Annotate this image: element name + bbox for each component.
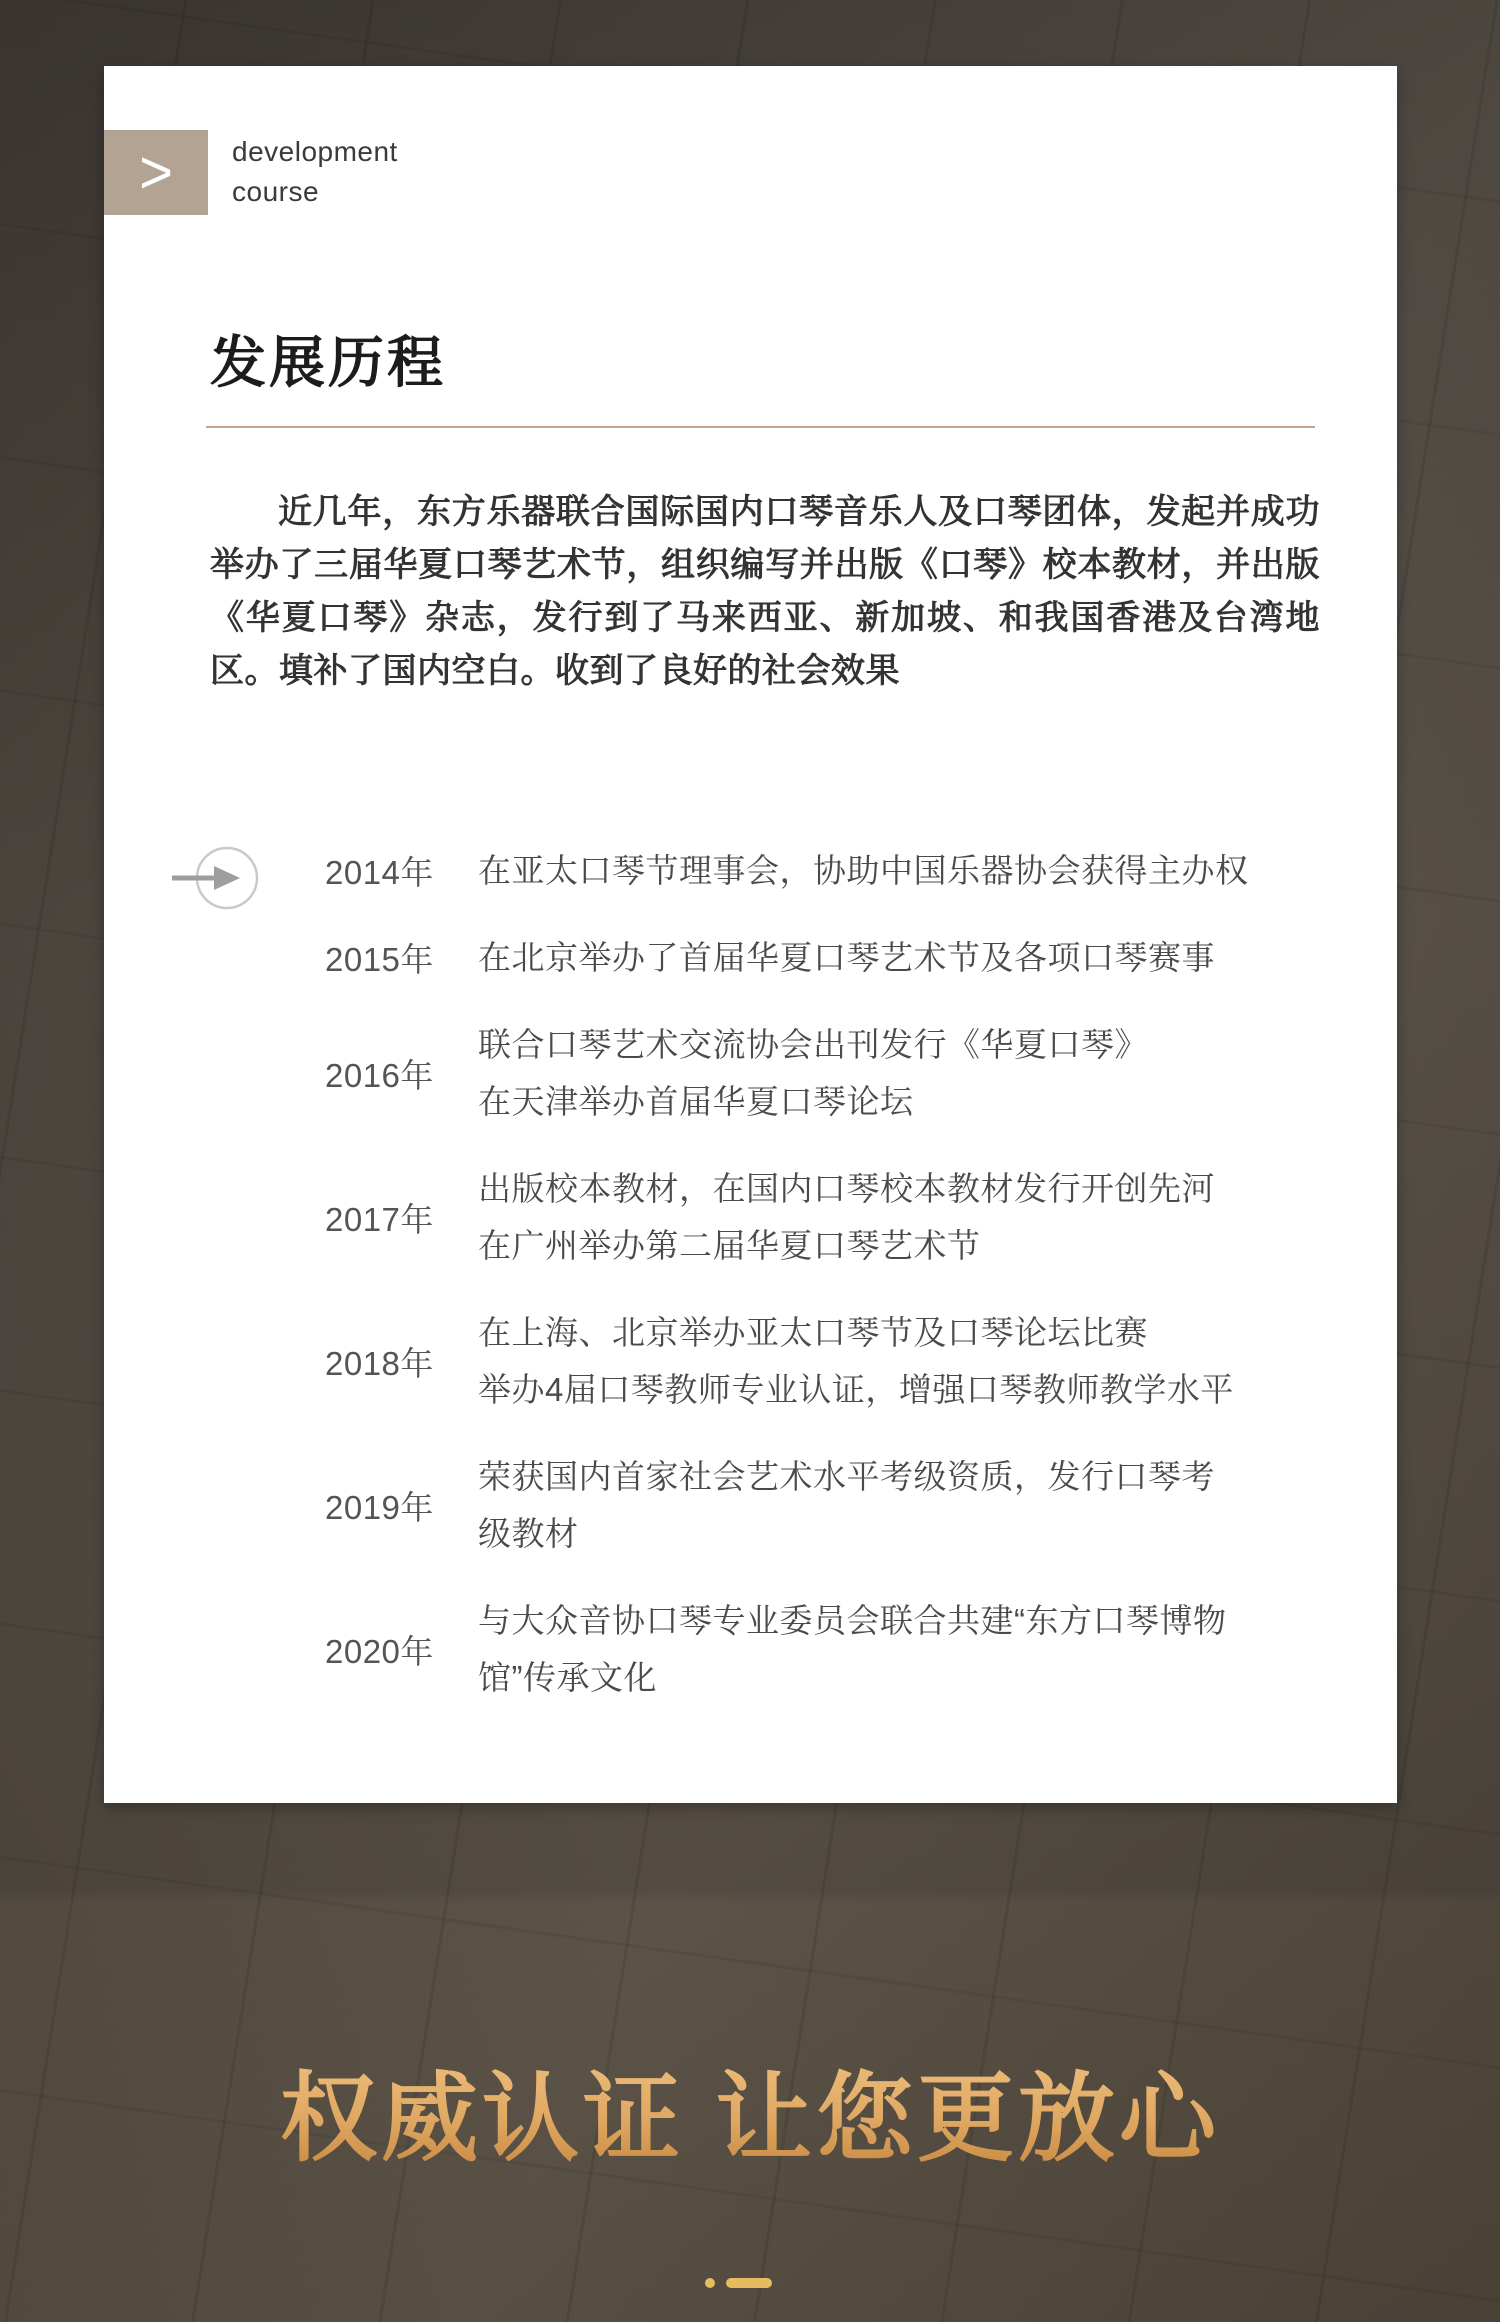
footer-headline: 权威认证 让您更放心 [0,2040,1500,2180]
timeline-desc [478,929,1317,986]
chevron-right-icon: > [139,137,173,207]
timeline-desc [478,1016,1317,1130]
content-card [104,66,1397,1803]
timeline-year: 2014年 [325,854,434,891]
timeline-desc-line: 与大众音协口琴专业委员会联合共建“东方口琴博物 [478,1602,1227,1639]
timeline-desc-line: 在上海、北京举办亚太口琴节及口琴论坛比赛 [478,1314,1148,1351]
timeline-desc-line: 在广州举办第二届华夏口琴艺术节 [478,1227,981,1264]
timeline-desc [478,1160,1317,1274]
timeline-desc-line: 馆”传承文化 [478,1659,657,1696]
timeline-desc-line: 级教材 [478,1515,579,1552]
section-tag-label [232,132,398,212]
timeline-desc-line: 举办4届口琴教师专业认证，增强口琴教师教学水平 [478,1371,1234,1408]
tag-line2: course [232,176,320,207]
timeline-desc-line: 在亚太口琴节理事会，协助中国乐器协会获得主办权 [478,852,1249,889]
timeline-year: 2020年 [325,1632,434,1670]
page-title: 发展历程 [210,331,446,394]
timeline-row [104,842,1317,899]
title-divider [206,426,1315,428]
timeline-desc [478,842,1317,899]
indicator-dot[interactable] [705,2278,715,2288]
timeline-desc-line: 在天津举办首届华夏口琴论坛 [478,1083,914,1120]
timeline-row [104,1016,1317,1130]
timeline-row [104,1304,1317,1418]
timeline-year: 2017年 [325,1200,434,1238]
timeline-desc [478,1592,1317,1706]
timeline-year: 2016年 [325,1056,434,1094]
timeline-desc-line: 在北京举办了首届华夏口琴艺术节及各项口琴赛事 [478,939,1215,976]
timeline-desc-line: 荣获国内首家社会艺术水平考级资质，发行口琴考 [478,1458,1215,1495]
timeline-year: 2019年 [325,1488,434,1526]
timeline-year: 2018年 [325,1344,434,1382]
page-indicator [0,2278,1488,2288]
timeline-desc-line: 出版校本教材，在国内口琴校本教材发行开创先河 [478,1170,1215,1207]
timeline-year: 2015年 [325,941,434,978]
timeline-desc [478,1448,1317,1562]
timeline-row [104,929,1317,986]
timeline-row [104,1592,1317,1706]
timeline-desc [478,1304,1317,1418]
timeline-desc-line: 联合口琴艺术交流协会出刊发行《华夏口琴》 [478,1026,1148,1063]
timeline-row [104,1448,1317,1562]
tag-line1: development [232,136,398,167]
intro-paragraph: 近几年，东方乐器联合国际国内口琴音乐人及口琴团体，发起并成功举办了三届华夏口琴艺术节，组织编写并出版《口琴》校本教材，并出版《华夏口琴》杂志，发行到了马来西亚、新加坡、和我国香港及台湾地区。填补了国内空白。收到了良好的社会效果 [210,493,1320,690]
indicator-active-pill[interactable] [726,2278,772,2288]
section-marker [104,130,208,215]
timeline-row [104,1160,1317,1274]
timeline [104,842,1317,1706]
